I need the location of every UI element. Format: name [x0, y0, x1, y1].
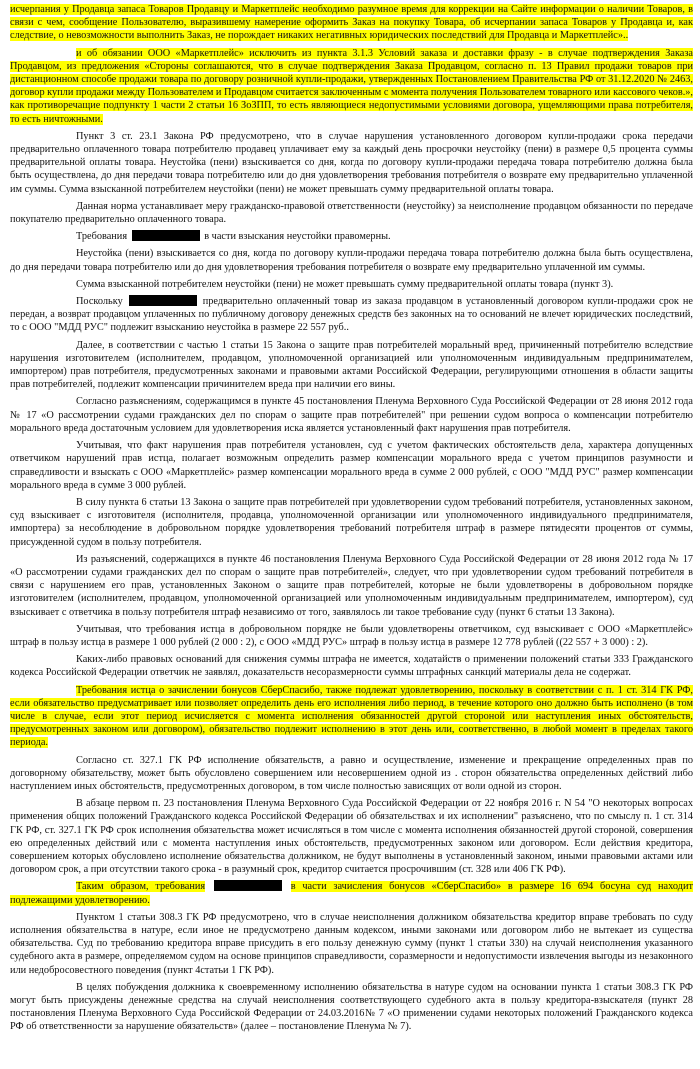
paragraph — [10, 754, 693, 794]
redacted-name — [214, 880, 282, 891]
paragraph-text: Требования — [76, 231, 128, 243]
paragraph-text: Требования истца о зачислении бонусов СберСпасибо, также подлежат удовлетворению, поскольку в соответствии с п. 1 ст. 314 ГК РФ, если обязательство предусматривает или позволяет определить день его исполнения либо период, в течение которого оно должно быть исполнено (в том числе в случае, если этот период исчисляется с момента исполнения обязанностей другой стороной или наступления иных обстоятельств, предусмотренных законом или договором), обязательство подлежит исполнению в этот день или, соответственно, в любой момент в пределах такого периода. — [10, 684, 693, 749]
paragraph — [10, 911, 693, 977]
paragraph — [10, 395, 693, 435]
paragraph — [10, 3, 693, 43]
redacted-name — [132, 230, 200, 241]
paragraph — [10, 880, 693, 906]
paragraph — [10, 339, 693, 392]
paragraph — [10, 496, 693, 549]
paragraph-text: в части зачисления бонусов «СберСпасибо» в размере 16 694 босуна суд находит подлежащими удовлетворению. — [10, 881, 693, 906]
paragraph — [10, 553, 693, 619]
paragraph-text: В силу пункта 6 статьи 13 Закона о защите прав потребителей при удовлетворении судом требований потребителя, установленных законом, суд взыскивает с изготовителя (исполнителя, продавца, уполномоченной организации или уполномоченного индивидуального предпринимателя, импортера) за несоблюдение в добровольном порядке удовлетворения требований потребителя штраф в размере пятидесяти процентов от суммы, присужденной судом в пользу потребителя. — [10, 496, 693, 548]
paragraph-text: Согласно разъяснениям, содержащимся в пункте 45 постановления Пленума Верховного Суда Российской Федерации от 28 июня 2012 года № 17 «О рассмотрении судами гражданских дел по спорам о защите прав потребителей" при решении судом вопроса о компенсации потребителю морального вреда достаточным условием для удовлетворения иска является установленный факт нарушения прав потребителя. — [10, 396, 693, 434]
paragraph — [10, 653, 693, 679]
paragraph — [10, 797, 693, 876]
paragraph — [10, 278, 693, 291]
paragraph-text: Учитывая, что требования истца в добровольном порядке не были удовлетворены ответчиком, суд взыскивает с ООО «Маркетплейс» штраф в пользу истца в размере 1 000 рублей (2 000 : 2), с ООО «МДД РУС» штраф в пользу истца в размере 12 778 рублей ((22 557 + 3 000) : 2). — [10, 623, 693, 648]
paragraph — [10, 130, 693, 196]
paragraph — [10, 295, 693, 335]
paragraph-text: и об обязании ООО «Маркетплейс» исключить из пункта 3.1.3 Условий заказа и доставки фразу - в случае подтверждения Заказа Продавцом, из предложения «Стороны соглашаются, что в случае подтверждения Заказа Продавцом, согласно п. 13 Правил продажи товаров при дистанционном способе продажи товара по договору розничной купли-продажи, утвержденных Постановлением Правительства РФ от 31.12.2020 № 2463, договор купли продажи между Пользователем и Продавцом считается заключенным с момента получения Пользователем товарного или кассового чеков.», как противоречащие подпункту 1 части 2 статьи 16 ЗоЗПП, то есть являющиеся недопустимыми условиями договора, ущемляющими права потребителя, то есть ничтожными. — [10, 47, 693, 125]
paragraph-text: Таким образом, требования — [76, 881, 206, 893]
paragraph-text: Поскольку — [76, 296, 123, 308]
paragraph-text: Согласно ст. 327.1 ГК РФ исполнение обязательств, а равно и осуществление, изменение и прекращение определенных прав по договорному обязательству, может быть обусловлено совершением или несовершением одной из . сторон обязательства определенных действий либо наступлением иных обстоятельств, предусмотренных договором, в том числе полностью зависящих от воли одной из сторон. — [10, 754, 693, 792]
paragraph — [10, 684, 693, 750]
paragraph — [10, 230, 693, 243]
paragraph-text: Сумма взысканной потребителем неустойки (пени) не может превышать сумму предварительной оплаты товара (пункт 3). — [76, 278, 614, 290]
paragraph — [10, 247, 693, 273]
redacted-name — [129, 295, 197, 306]
paragraph — [10, 439, 693, 492]
paragraph-text: В абзаце первом п. 23 постановления Пленума Верховного Суда Российской Федерации от 22 ноября 2016 г. N 54 "О некоторых вопросах применения общих положений Гражданского кодекса Российской Федерации об обязательствах и их исполнении" разъяснено, что по смыслу п. 1 ст. 314 ГК РФ, ст. 327.1 ГК РФ срок исполнения обязательства может исчисляться в том числе с момента исполнения обязанностей другой стороной, совершения ею определенных действий или с момента наступления иных обстоятельств, предусмотренных законом или договором. Если действия кредитора, совершением которых обусловлено исполнение обязательства должником, не будут выполнены в установленный законом, иными правовыми актами или договором срок, а при отсутствии такого срока - в разумный срок, кредитор считается просрочившим (ст. 328 или 406 ГК РФ). — [10, 798, 693, 876]
paragraph-text: Далее, в соответствии с частью 1 статьи 15 Закона о защите прав потребителей моральный вред, причиненный потребителю вследствие нарушения изготовителем (исполнителем, продавцом, уполномоченной организацией или уполномоченным индивидуальным предпринимателем, импортером) прав потребителя, предусмотренных законами и правовыми актами Российской Федерации, регулирующими отношения в области защиты прав потребителей, подлежит компенсации причинителем вреда при наличии его вины. — [10, 339, 693, 391]
paragraph-text: В целях побуждения должника к своевременному исполнению обязательства в натуре судом на основании пункта 1 статьи 308.3 ГК РФ могут быть присуждены денежные средства на случай неисполнения соответствующего судебного акта в пользу кредитора-взыскателя (пункт 28 постановления Пленума Верховного Суда Российской Федерации от 24.03.2016№ 7 «О применении судами некоторых положений Гражданского кодекса РФ об ответственности за нарушение обязательств» (далее – постановление Пленума № 7). — [10, 981, 693, 1033]
paragraph — [10, 623, 693, 649]
paragraph-text: Неустойка (пени) взыскивается со дня, когда по договору купли-продажи передача товара потребителю должна была быть осуществлена, до дня передачи товара потребителю или до дня удовлетворения требования потребителя о возврате ему предварительно уплаченной им суммы. — [10, 248, 693, 273]
paragraph-text: Пунктом 1 статьи 308.3 ГК РФ предусмотрено, что в случае неисполнения должником обязательства кредитор вправе требовать по суду исполнения обязательства в натуре, если иное не предусмотрено данным кодексом, иными законами или договором либо не вытекает из существа обязательства. Суд по требованию кредитора вправе присудить в его пользу денежную сумму (пункт 1 статьи 330) на случай неисполнения указанного судебного акта в размере, определяемом судом на основе принципов справедливости, соразмерности и недопустимости извлечения выгоды из незаконного или недобросовестного поведения (пункт 4статьи 1 ГК РФ). — [10, 911, 693, 976]
paragraph-text: предварительно оплаченный товар из заказа продавцом в установленный договором купли-продажи срок не передан, а возврат продавцом уплаченных по публичному договору денежных средств без законных на то оснований не влечет юридических последствий, то с ООО "МДД РУС" подлежит взысканию неустойка в размере 22 557 руб.. — [10, 296, 693, 334]
paragraph — [10, 200, 693, 226]
paragraph-text: в части взыскания неустойки правомерны. — [204, 231, 391, 243]
paragraph-text: Пункт 3 ст. 23.1 Закона РФ предусмотрено, что в случае нарушения установленного договором купли-продажи срока передачи предварительно оплаченного товара потребителю продавец уплачивает ему за каждый день просрочки неустойку (пени) в размере 0,5 процента суммы предварительной оплаты товара. Неустойка (пени) взыскивается со дня, когда по договору купли-продажи передача товара потребителю должна была быть осуществлена, до дня передачи товара потребителю или до дня удовлетворения требования потребителя о возврате ему предварительно уплаченной им суммы. Сумма взысканной потребителем неустойки (пени) не может превышать сумму предварительной оплаты товара. — [10, 130, 693, 195]
paragraph — [10, 981, 693, 1034]
paragraph-text: Каких-либо правовых оснований для снижения суммы штрафа не имеется, ходатайств о применении положений статьи 333 Гражданского кодекса Российской Федерации ответчик не заявлял, доказательств несоразмерности суммы штрафных санкций материалы дела не содержат. — [10, 654, 693, 679]
paragraph-text: исчерпания у Продавца запаса Товаров Продавцу и Маркетплейс необходимо разумное время для коррекции на Сайте информации о наличии Товаров, в связи с чем, сообщение Пользователю, выразившему намерение оформить Заказ на покупку Товара, об исчерпании запаса Товаров у Продавца и, как следствие, о невозможности выполнить Заказ, не порождает никаких негативных юридических последствий для Продавца и Маркетплейс».. — [10, 4, 693, 42]
paragraph-text: Из разъяснений, содержащихся в пункте 46 постановления Пленума Верховного Суда Российской Федерации от 28 июня 2012 года № 17 «О рассмотрении судами гражданских дел по спорам о защите прав потребителей», следует, что при удовлетворении судом требований потребителя в связи с нарушением его прав, установленных Законом о защите прав потребителей, которые не были удовлетворены в добровольном порядке изготовителем (исполнителем, продавцом, уполномоченной организацией или уполномоченным индивидуальным предпринимателем, импортером), суд взыскивает с ответчика в пользу потребителя штраф независимо от того, заявлялось ли такое требование суду (пункт 6 статьи 13 Закона). — [10, 553, 693, 618]
paragraph-text: Данная норма устанавливает меру гражданско-правовой ответственности (неустойку) за неисполнение продавцом обязанности по передаче покупателю предварительно оплаченного товара. — [10, 200, 693, 226]
paragraph-text: Учитывая, что факт нарушения прав потребителя установлен, суд с учетом фактических обстоятельств дела, характера допущенных ответчиком нарушений прав истца, полагает возможным определить размер компенсации морального вреда с учетом принципов разумности и справедливости и взыскать с ООО «Маркетплейс» размер компенсации морального вреда в сумме 2 000 рублей, с ООО "МДД РУС" размер компенсации морального вреда в сумме 3 000 рублей. — [10, 440, 693, 491]
paragraph — [10, 47, 693, 126]
